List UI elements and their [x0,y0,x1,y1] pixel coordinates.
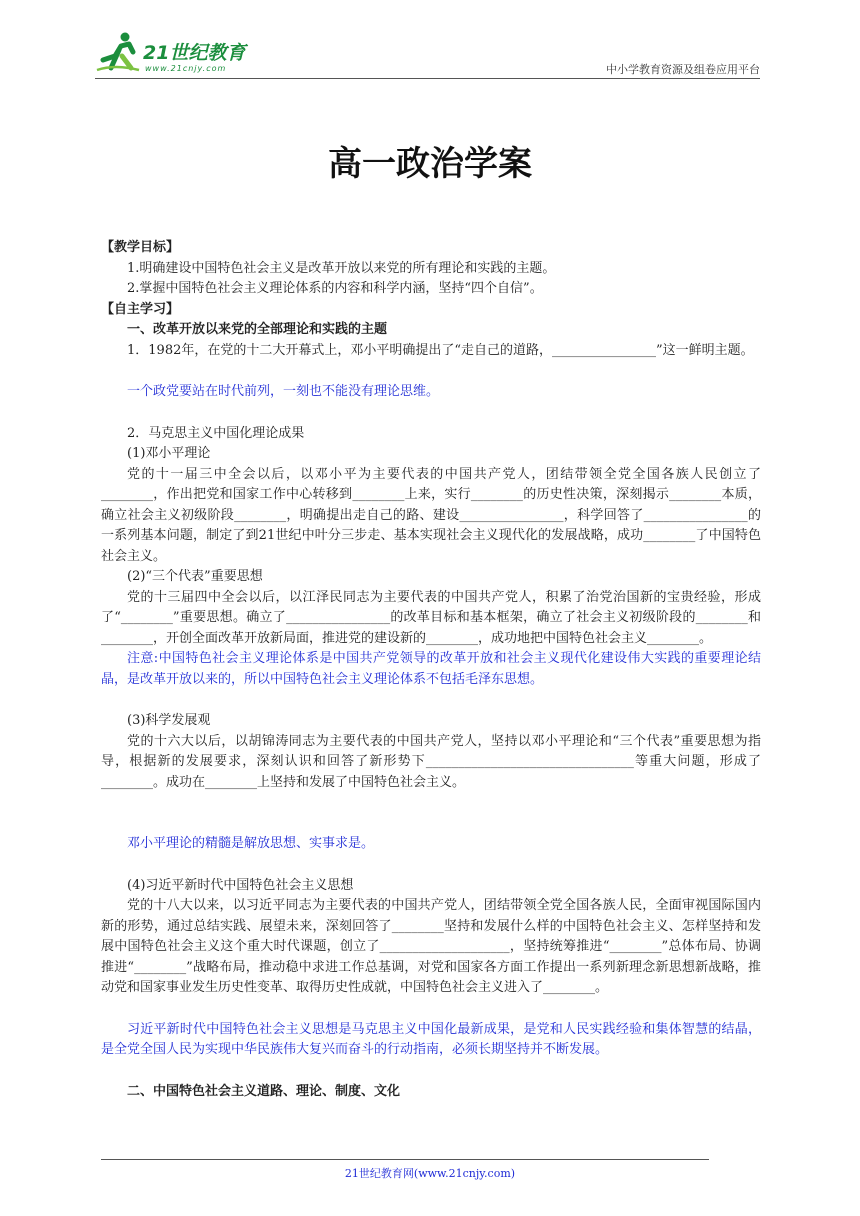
subsection-3-title: (3)科学发展观 [127,713,211,728]
note-3: 邓小平理论的精髓是解放思想、实事求是。 [127,836,375,851]
page-footer: 21世纪教育网(www.21cnjy.com) [344,1167,516,1180]
spacer [101,403,761,424]
subsection-2-body: 党的十三届四中全会以后，以江泽民同志为主要代表的中国共产党人，积累了治党治国新的宝贵经验，形成了“________”重要思想。确立了________________的改革目标和基本框架，确立了社会主义初级阶段的________和________，开创全面改革开放新局面，推进党的建设新的________，成功地把中国特色社会主义________。 [101,589,761,646]
logo-text: 21世纪教育 [143,42,246,64]
document-body [101,238,761,1102]
footer-divider [101,1159,709,1160]
part1-heading: 一、改革开放以来党的全部理论和实践的主题 [127,322,388,337]
header-divider [95,78,760,79]
note-4: 习近平新时代中国特色社会主义思想是马克思主义中国化最新成果，是党和人民实践经验和集体智慧的结晶，是全党全国人民为实现中华民族伟大复兴而奋斗的行动指南，必须长期坚持并不断发展。 [101,1021,761,1057]
subsection-4-title: (4)习近平新时代中国特色社会主义思想 [127,877,354,893]
subsection-4-body: 党的十八大以来，以习近平同志为主要代表的中国共产党人，团结带领全党全国各族人民，全面审视国际国内新的形势，通过总结实践、展望未来，深刻回答了________坚持和发展什么样的中国特色社会主义、怎样坚持和发展中国特色社会主义这个重大时代课题，创立了____________________，坚持统筹推进“________”总体布局、协调推进“________”战略布局，推动稳中求进工作总基调，对党和国家各方面工作提出一系列新理念新思想新战略，推动党和国家事业发生历史性变革、取得历史性成就，中国特色社会主义进入了________。 [101,898,761,995]
goal-item: 2.掌握中国特色社会主义理论体系的内容和科学内涵，坚持“四个自信”。 [127,281,543,296]
self-study-heading: 【自主学习】 [101,301,180,317]
page-header [95,30,760,78]
goals-heading: 【教学目标】 [101,240,180,255]
runner-logo-icon [95,30,141,74]
note-1: 一个政党要站在时代前列，一刻也不能没有理论思维。 [127,384,440,399]
spacer [101,1061,761,1082]
spacer [101,690,761,711]
question-2: 2．马克思主义中国化理论成果 [127,425,305,441]
spacer [101,361,761,382]
site-logo [95,30,295,76]
page-title: 高一政治学案 [328,144,532,184]
goal-item: 1.明确建设中国特色社会主义是改革开放以来党的所有理论和实践的主题。 [127,260,556,276]
subsection-3-body: 党的十六大以后，以胡锦涛同志为主要代表的中国共产党人，坚持以邓小平理论和“三个代表”重要思想为指导，根据新的发展要求，深刻认识和回答了新形势下________________________________等重大问题，形成了________。成功在________上坚持和发展了中国特色社会主义。 [101,733,761,790]
header-tagline: 中小学教育资源及组卷应用平台 [606,63,760,76]
question-1: 1．1982年，在党的十二大开幕式上，邓小平明确提出了“走自己的道路，________________”这一鲜明主题。 [127,342,754,358]
spacer [101,999,761,1020]
spacer [101,793,761,834]
logo-url: www.21cnjy.com [145,64,227,73]
subsection-2-title: (2)“三个代表”重要思想 [127,569,263,584]
subsection-1-title: (1)邓小平理论 [127,446,211,461]
spacer [101,855,761,876]
part2-heading: 二、中国特色社会主义道路、理论、制度、文化 [127,1083,401,1099]
note-2: 注意:中国特色社会主义理论体系是中国共产党领导的改革开放和社会主义现代化建设伟大实践的重要理论结晶，是改革开放以来的，所以中国特色社会主义理论体系不包括毛泽东思想。 [101,651,761,687]
subsection-1-body: 党的十一届三中全会以后，以邓小平为主要代表的中国共产党人，团结带领全党全国各族人民创立了________，作出把党和国家工作中心转移到________上来，实行________的历史性决策，深刻揭示________本质，确立社会主义初级阶段________，明确提出走自己的路、建设________________，科学回答了________________的一系列基本问题，制定了到21世纪中叶分三步走、基本实现社会主义现代化的发展战略，成功________了中国特色社会主义。 [101,466,761,564]
